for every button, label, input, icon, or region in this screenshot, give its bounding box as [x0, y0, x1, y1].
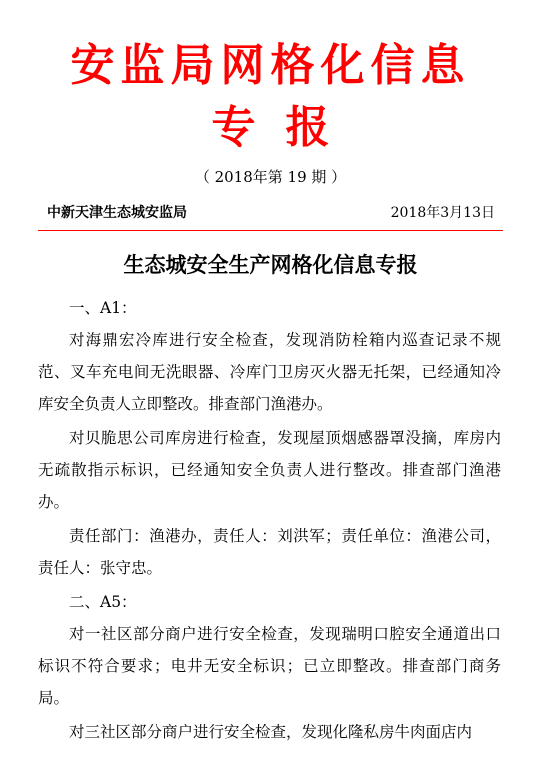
- paragraph: 责任部门：渔港办，责任人：刘洪军；责任单位：渔港公司，责任人：张守忠。: [38, 527, 501, 577]
- meta-row: [47, 203, 495, 223]
- document-body: [38, 292, 501, 748]
- masthead-title: 安监局网格化信息: [70, 40, 471, 91]
- issuer-name: 中新天津生态城安监局: [47, 205, 187, 221]
- paragraph: 对一社区部分商户进行安全检查，发现瑞明口腔安全通道出口标识不符合要求；电井无安全标识；已立即整改。排查部门商务局。: [38, 625, 501, 707]
- issue-number: （ 2018年第 19 期 ）: [194, 168, 347, 186]
- paragraph: 对海鼎宏冷库进行安全检查，发现消防栓箱内巡查记录不规范、叉车充电间无洗眼器、冷库门卫房灭火器无托架，已经通知冷库安全负责人立即整改。排查部门渔港办。: [38, 331, 501, 413]
- masthead-subtitle: 专报: [211, 102, 360, 153]
- document-title: 生态城安全生产网格化信息专报: [123, 252, 418, 277]
- issue-date: 2018年3月13日: [390, 205, 495, 221]
- paragraph: 对贝脆思公司库房进行检查，发现屋顶烟感器罩没摘，库房内无疏散指示标识，已经通知安全负责人进行整改。排查部门渔港办。: [38, 429, 501, 511]
- red-divider: [38, 230, 503, 231]
- section-heading: 二、A5：: [69, 593, 137, 611]
- section-heading: 一、A1：: [69, 299, 137, 317]
- paragraph: 对三社区部分商户进行安全检查，发现化隆私房牛肉面店内: [69, 723, 473, 741]
